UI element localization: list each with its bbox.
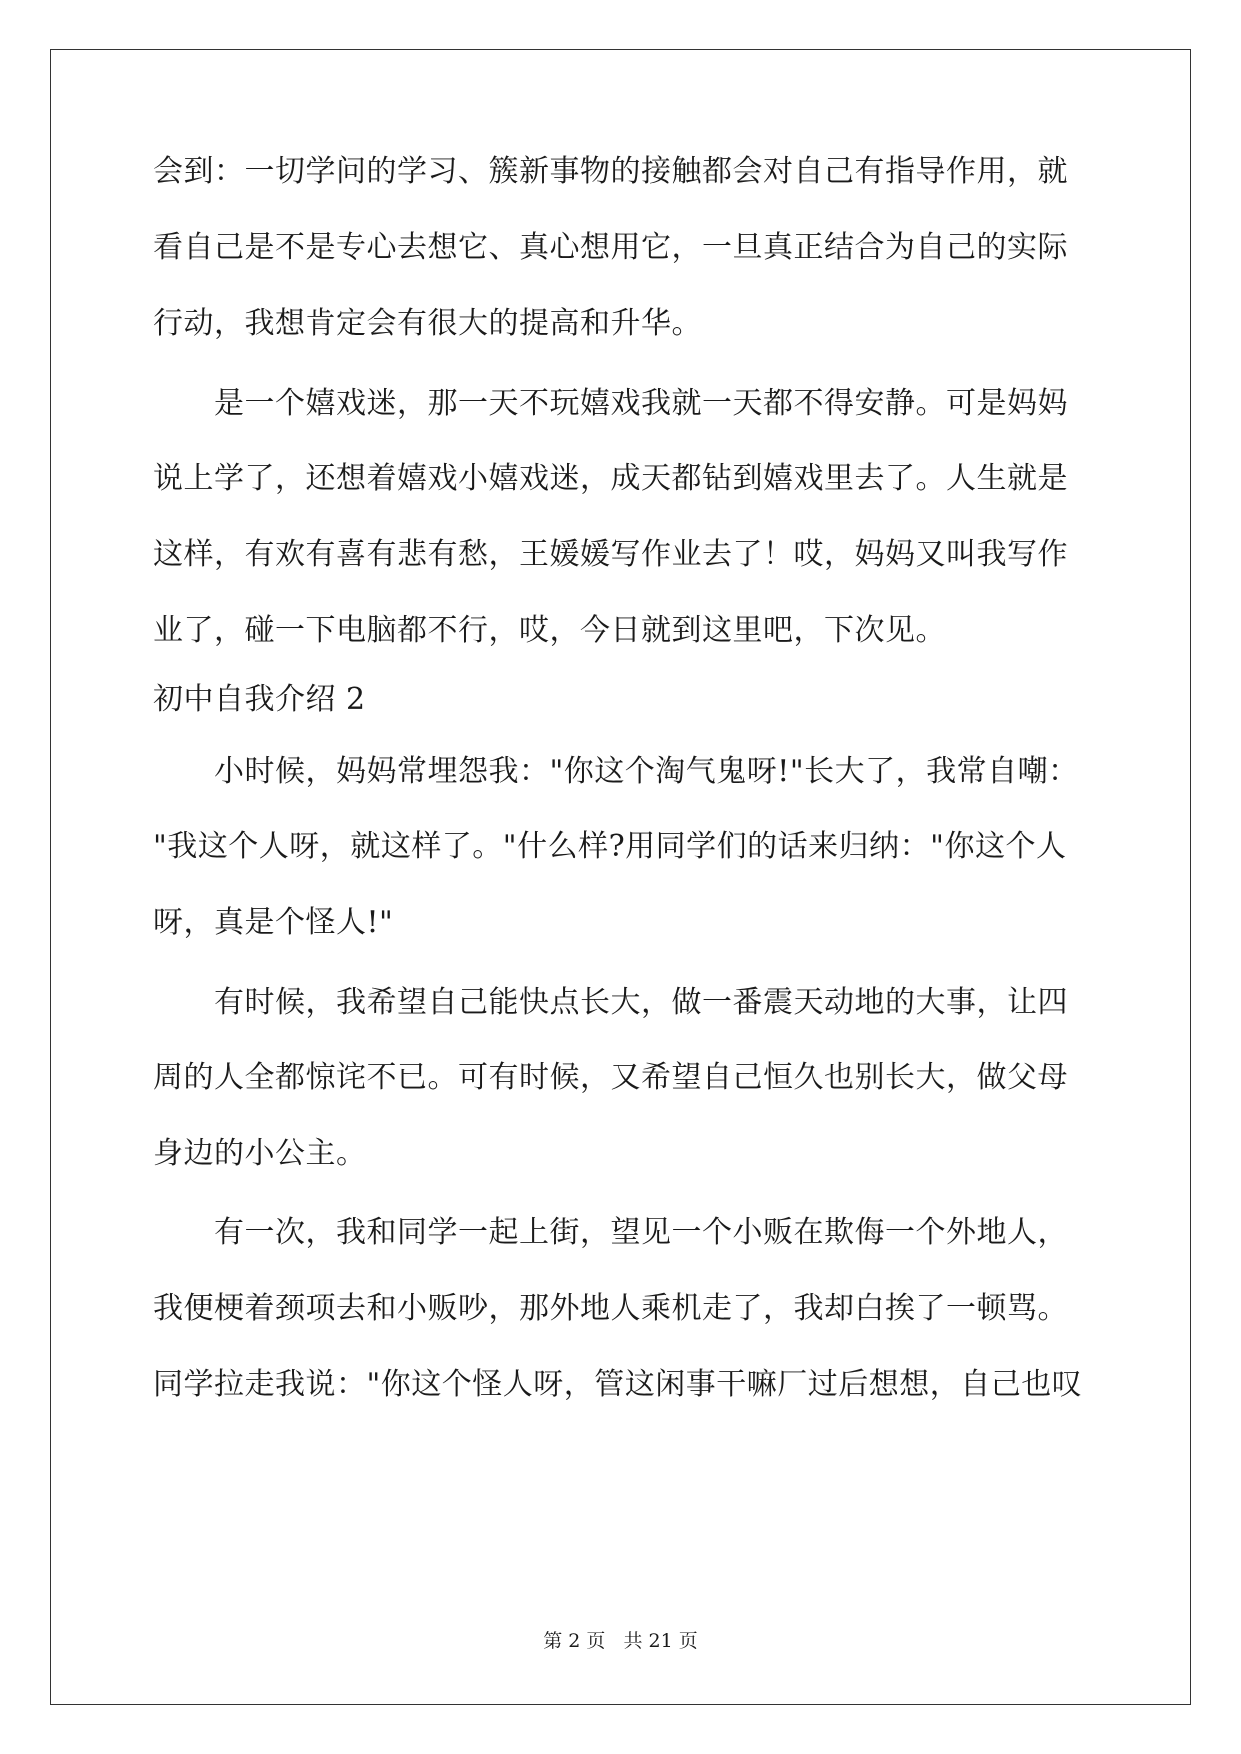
text-line: 业了，碰一下电脑都不行，哎，今日就到这里吧，下次见。 [153,613,946,648]
text-line: 周的人全都惊诧不已。可有时候，又希望自己恒久也别长大，做父母 [153,1060,1068,1095]
page-total: 共 21 页 [623,1630,698,1652]
page-frame [50,49,1191,1705]
text-line: 行动，我想肯定会有很大的提高和升华。 [153,306,702,341]
text-line: 是一个嬉戏迷，那一天不玩嬉戏我就一天都不得安静。可是妈妈 [153,386,1068,421]
text-line: "我这个人呀，就这样了。"什么样?用同学们的话来归纳："你这个人 [153,829,1067,864]
text-line: 小时候，妈妈常埋怨我："你这个淘气鬼呀!"长大了，我常自嘲： [153,754,1079,789]
text-line: 这样，有欢有喜有悲有愁，王媛媛写作业去了！哎，妈妈又叫我写作 [153,537,1068,572]
text-line: 说上学了，还想着嬉戏小嬉戏迷，成天都钻到嬉戏里去了。人生就是 [153,461,1068,496]
section-heading: 初中自我介绍 2 [153,682,366,717]
text-line: 呀，真是个怪人!" [153,905,394,940]
page-footer [0,1629,1241,1653]
text-line: 看自己是不是专心去想它、真心想用它，一旦真正结合为自己的实际 [153,230,1068,265]
text-line: 身边的小公主。 [153,1136,367,1171]
text-line: 我便梗着颈项去和小贩吵，那外地人乘机走了，我却白挨了一顿骂。 [153,1291,1068,1326]
text-line: 有时候，我希望自己能快点长大，做一番震天动地的大事，让四 [153,985,1068,1020]
text-line: 同学拉走我说："你这个怪人呀，管这闲事干嘛厂过后想想，自己也叹 [153,1367,1083,1402]
page-number: 第 2 页 [543,1630,606,1652]
text-line: 有一次，我和同学一起上街，望见一个小贩在欺侮一个外地人， [153,1215,1068,1250]
text-line: 会到：一切学问的学习、簇新事物的接触都会对自己有指导作用，就 [153,154,1068,189]
